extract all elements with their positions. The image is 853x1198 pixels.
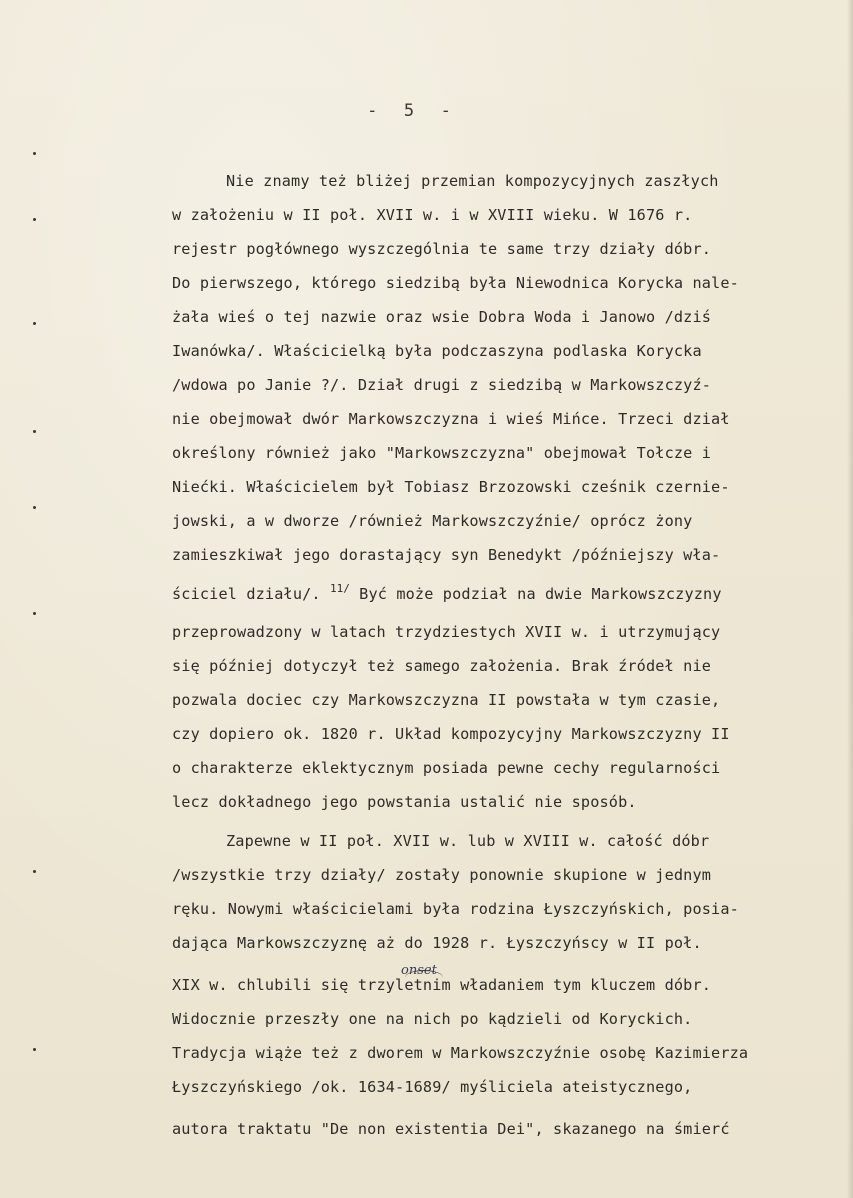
text-line: nie obejmował dwór Markowszczyzna i wieś Mińce. Trzeci dział [172, 410, 730, 428]
text-line: zamieszkiwał jego dorastający syn Benedykt /późniejszy wła- [172, 546, 721, 564]
text-line: lecz dokładnego jego powstania ustalić nie sposób. [172, 793, 637, 811]
text-line: o charakterze eklektycznym posiada pewne cechy regularności [172, 759, 721, 777]
text-line: Niećki. Właścicielem był Tobiasz Brzozowski cześnik czernie- [172, 478, 730, 496]
text-line: w założeniu w II poł. XVII w. i w XVIII wieku. W 1676 r. [172, 206, 693, 224]
page-edge-shadow [847, 0, 853, 1198]
text-line-with-footnote [172, 584, 722, 606]
text-line: Iwanówka/. Właścicielką była podczaszyna podlaska Korycka [172, 342, 702, 360]
margin-dot [33, 870, 36, 873]
text-line: Łyszczyńskiego /ok. 1634-1689/ myśliciela ateistycznego, [172, 1078, 693, 1096]
text-segment: Być może podział na dwie Markowszczyzny [349, 585, 722, 603]
text-line: /wdowa po Janie ?/. Dział drugi z siedzibą w Markowszczyź- [172, 376, 712, 394]
text-line: ręku. Nowymi właścicielami była rodzina Łyszczyńskich, posia- [172, 900, 739, 918]
handwritten-annotation: onset [401, 963, 437, 978]
text-line: Tradycja wiąże też z dworem w Markowszczyźnie osobę Kazimierza [172, 1044, 749, 1062]
text-line: określony również jako "Markowszczyzna" obejmował Tołcze i [172, 444, 712, 462]
margin-dot [33, 506, 36, 509]
text-line: /wszystkie trzy działy/ zostały ponownie skupione w jednym [172, 866, 712, 884]
text-line: Widocznie przeszły one na nich po kądzieli od Koryckich. [172, 1010, 693, 1028]
margin-dot [33, 152, 36, 155]
text-line: jowski, a w dworze /również Markowszczyźnie/ oprócz żony [172, 512, 693, 530]
text-line: się później dotyczył też samego założenia. Brak źródeł nie [172, 657, 712, 675]
text-line: pozwala dociec czy Markowszczyzna II powstała w tym czasie, [172, 691, 721, 709]
text-line: Zapewne w II poł. XVII w. lub w XVIII w. całość dóbr [226, 832, 710, 850]
text-segment: ściciel działu/. [172, 585, 321, 603]
text-line: Nie znamy też bliżej przemian kompozycyjnych zaszłych [226, 172, 719, 190]
text-line: XIX w. chlubili się trzyletnim władaniem tym kluczem dóbr. [172, 976, 712, 994]
text-line: dająca Markowszczyznę aż do 1928 r. Łyszczyńscy w II poł. [172, 934, 702, 952]
margin-dot [33, 218, 36, 221]
text-line: czy dopiero ok. 1820 r. Układ kompozycyjny Markowszczyzny II [172, 725, 730, 743]
text-line: autora traktatu "De non existentia Dei", skazanego na śmierć [172, 1120, 730, 1138]
footnote-reference: 11/ [330, 582, 350, 595]
margin-dot [33, 430, 36, 433]
margin-dot [33, 612, 36, 615]
text-line: przeprowadzony w latach trzydziestych XVII w. i utrzymujący [172, 623, 721, 641]
margin-dot [33, 1048, 36, 1051]
text-line: żała wieś o tej nazwie oraz wsie Dobra Woda i Janowo /dziś [172, 308, 712, 326]
page-number: - 5 - [367, 101, 453, 121]
text-line: Do pierwszego, którego siedzibą była Niewodnica Korycka nale- [172, 274, 739, 292]
margin-dot [33, 322, 36, 325]
text-line: rejestr pogłównego wyszczególnia te same trzy działy dóbr. [172, 240, 712, 258]
